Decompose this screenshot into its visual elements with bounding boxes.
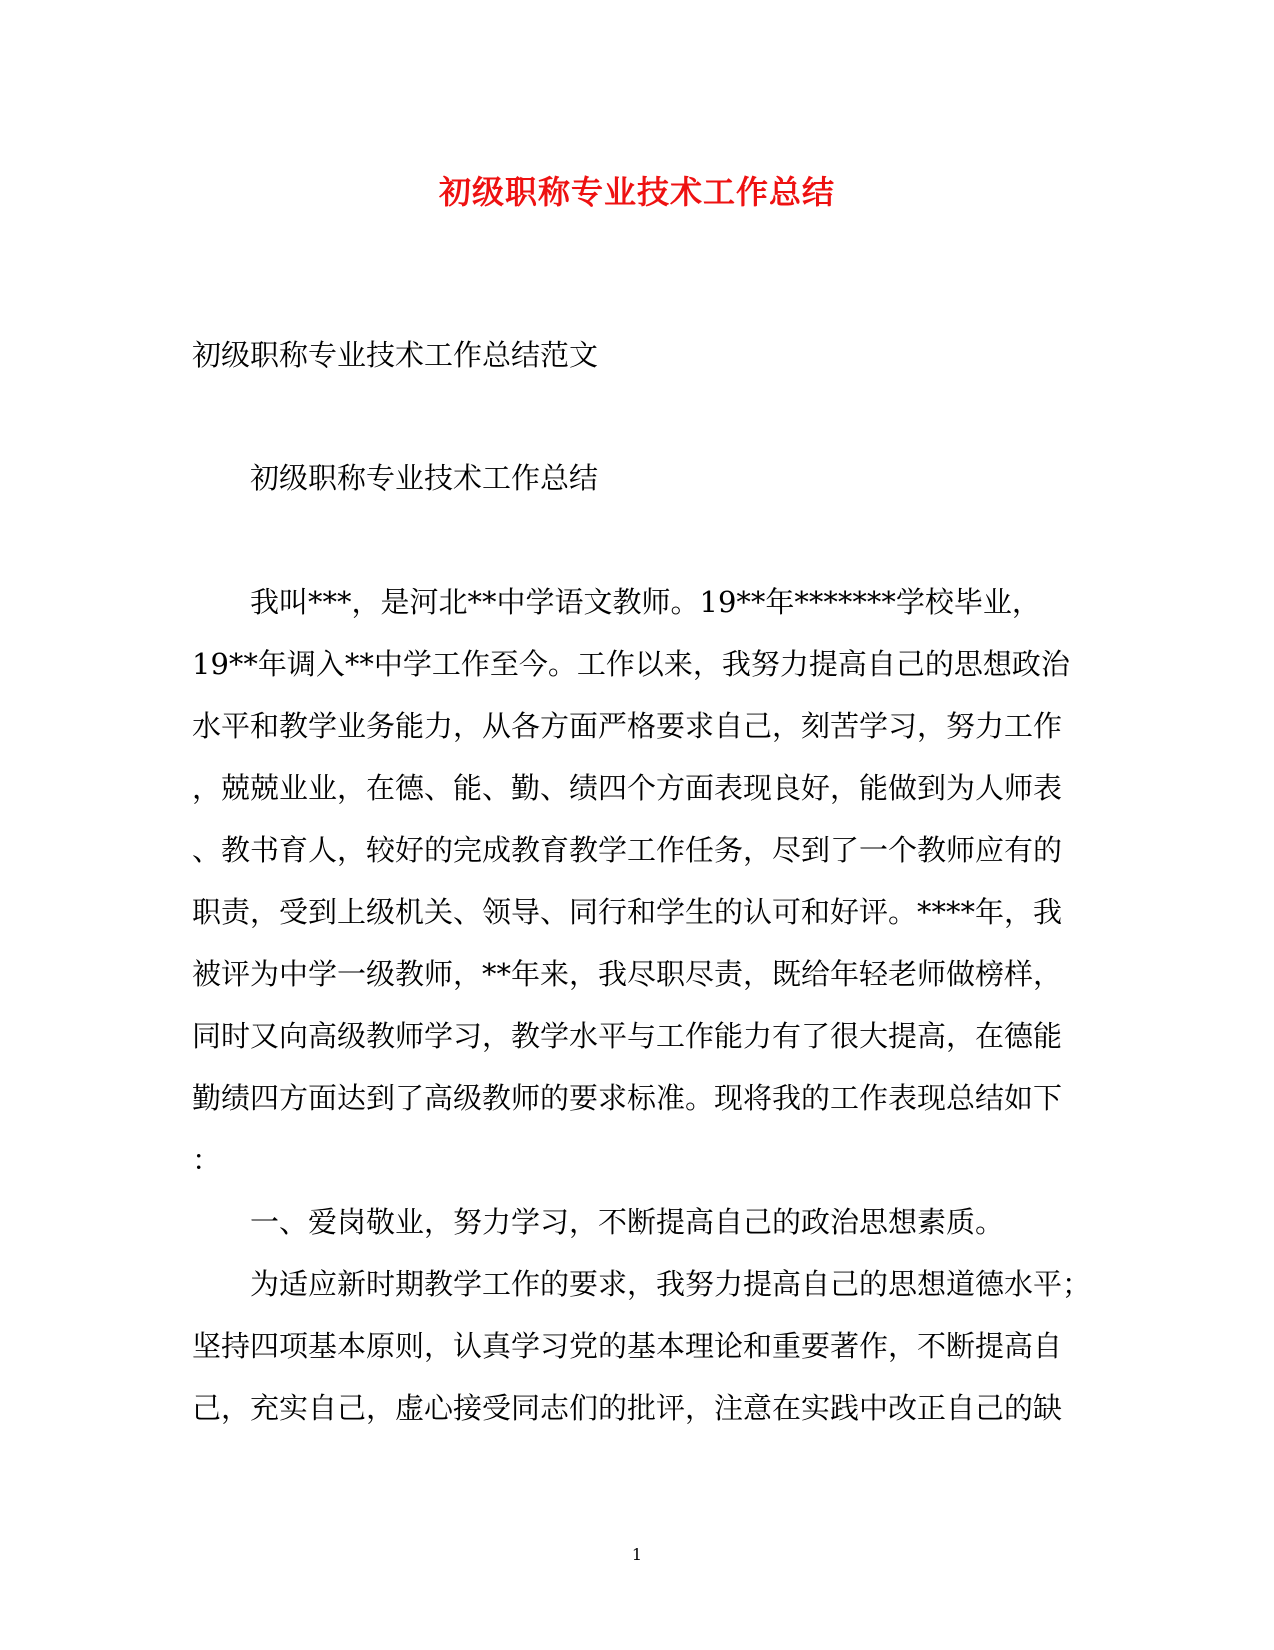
paragraph-line: ，兢兢业业，在德、能、勤、绩四个方面表现良好，能做到为人师表 xyxy=(192,771,1063,805)
section1-heading: 一、爱岗敬业，努力学习，不断提高自己的政治思想素质。 xyxy=(250,1205,1005,1239)
paragraph-line: 坚持四项基本原则，认真学习党的基本理论和重要著作，不断提高自 xyxy=(192,1329,1063,1363)
document-subtitle: 初级职称专业技术工作总结范文 xyxy=(192,338,599,372)
paragraph-line: 职责，受到上级机关、领导、同行和学生的认可和好评。****年，我 xyxy=(192,895,1063,929)
paragraph-line: 、教书育人，较好的完成教育教学工作任务，尽到了一个教师应有的 xyxy=(192,833,1063,867)
paragraph-line: 被评为中学一级教师，**年来，我尽职尽责，既给年轻老师做榜样， xyxy=(192,957,1063,991)
paragraph-line: 我叫***，是河北**中学语文教师。19**年*******学校毕业， xyxy=(250,585,1041,619)
paragraph-line: 水平和教学业务能力，从各方面严格要求自己，刻苦学习，努力工作 xyxy=(192,709,1063,743)
document-title: 初级职称专业技术工作总结 xyxy=(438,173,835,211)
paragraph-line: ： xyxy=(192,1143,222,1177)
page-number: 1 xyxy=(631,1545,643,1564)
paragraph-line: 己，充实自己，虚心接受同志们的批评，注意在实践中改正自己的缺 xyxy=(192,1391,1063,1425)
paragraph-line: 同时又向高级教师学习，教学水平与工作能力有了很大提高，在德能 xyxy=(192,1019,1063,1053)
paragraph-line: 为适应新时期教学工作的要求，我努力提高自己的思想道德水平； xyxy=(250,1267,1092,1301)
paragraph-line: 勤绩四方面达到了高级教师的要求标准。现将我的工作表现总结如下 xyxy=(192,1081,1063,1115)
section-heading: 初级职称专业技术工作总结 xyxy=(250,461,599,495)
paragraph-line: 19**年调入**中学工作至今。工作以来，我努力提高自己的思想政治 xyxy=(192,647,1070,681)
